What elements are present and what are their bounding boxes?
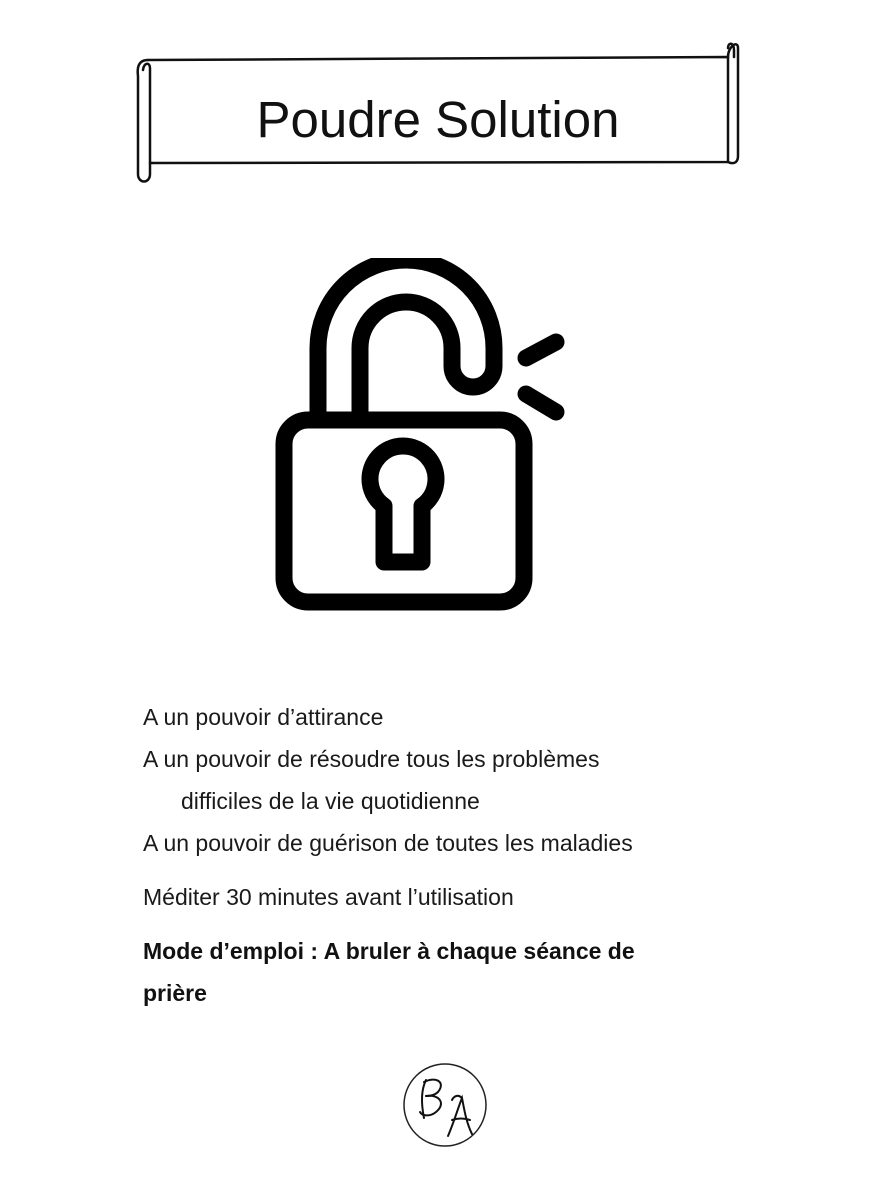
benefit-line: A un pouvoir de résoudre tous les problèmes <box>143 746 600 772</box>
title-banner <box>134 38 742 184</box>
ba-monogram-logo <box>402 1062 488 1148</box>
benefit-line: A un pouvoir d’attirance <box>143 704 384 730</box>
benefit-line-continuation: difficiles de la vie quotidienne <box>181 788 480 814</box>
description-block <box>143 696 763 1014</box>
benefit-line: A un pouvoir de guérison de toutes les maladies <box>143 830 633 856</box>
usage-instructions: Mode d’emploi : A bruler à chaque séance de prière <box>143 938 635 1006</box>
preparation-note: Méditer 30 minutes avant l’utilisation <box>143 884 514 910</box>
page-title: Poudre Solution <box>256 91 620 148</box>
unlocked-padlock-icon <box>272 258 568 616</box>
